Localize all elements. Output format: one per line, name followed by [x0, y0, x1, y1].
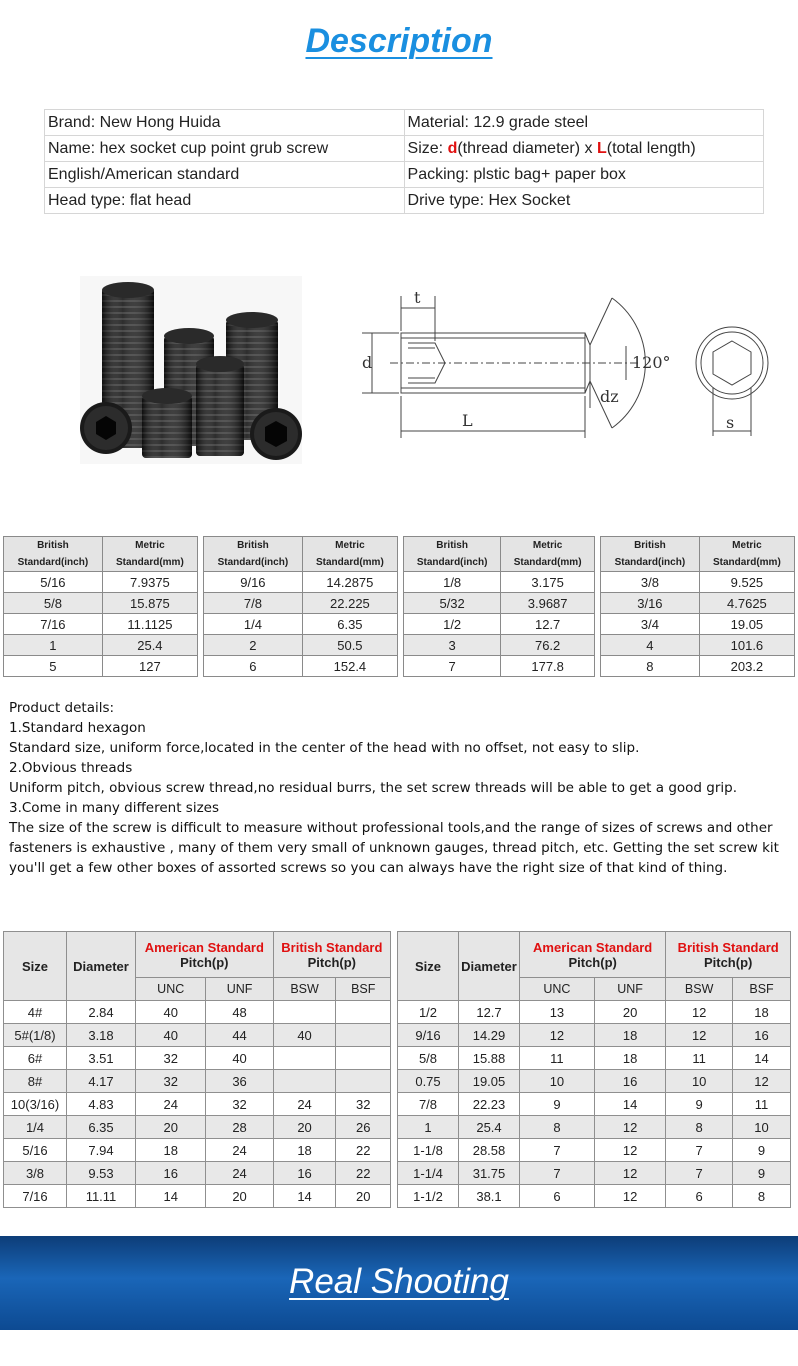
table-cell: 12 — [666, 1024, 733, 1047]
table-cell: 6# — [4, 1047, 67, 1070]
table-row: 4 101.6 — [601, 635, 795, 656]
table-cell: 11 — [733, 1093, 791, 1116]
table-cell: 5/8 — [398, 1047, 459, 1070]
header-metric: Metric Standard(mm) — [102, 537, 197, 572]
spec-packing: Packing: plstic bag+ paper box — [404, 162, 763, 188]
table-cell: 1/2 — [398, 1001, 459, 1024]
table-row — [398, 1047, 791, 1070]
table-cell: 11 — [520, 1047, 595, 1070]
table-cell: 20 — [136, 1116, 206, 1139]
table-cell: 40 — [136, 1024, 206, 1047]
table-cell: 32 — [206, 1093, 273, 1116]
table-cell: 1-1/8 — [398, 1139, 459, 1162]
spec-head-type: Head type: flat head — [45, 188, 405, 214]
table-row: 7 177.8 — [404, 656, 595, 677]
table-cell: 10(3/16) — [4, 1093, 67, 1116]
socket-end-right — [250, 408, 302, 460]
screw-side-view — [390, 333, 640, 393]
table-cell: 48 — [206, 1001, 273, 1024]
table-cell: 12 — [594, 1116, 665, 1139]
table-cell: 32 — [136, 1070, 206, 1093]
table-cell: 14 — [136, 1185, 206, 1208]
details-heading: Product details: — [9, 700, 115, 716]
label-dz: dz — [600, 387, 619, 406]
table-cell: 3.18 — [67, 1024, 136, 1047]
label-d: d — [362, 353, 373, 372]
table-cell: 40 — [136, 1001, 206, 1024]
label-L: L — [462, 411, 473, 430]
table-cell: 4.17 — [67, 1070, 136, 1093]
table-cell: 12 — [594, 1185, 665, 1208]
spec-material: Material: 12.9 grade steel — [404, 110, 763, 136]
table-row — [4, 1024, 391, 1047]
page-title: Description — [305, 22, 493, 60]
table-row: 1/4 6.35 — [204, 614, 398, 635]
table-cell: 7/16 — [4, 1185, 67, 1208]
table-cell: 1-1/4 — [398, 1162, 459, 1185]
table-row: 5/32 3.9687 — [404, 593, 595, 614]
table-row — [398, 1001, 791, 1024]
header-bsf: BSF — [336, 978, 391, 1001]
table-row: 5/16 7.9375 — [4, 572, 198, 593]
product-photo — [80, 276, 302, 464]
table-cell: 9/16 — [398, 1024, 459, 1047]
table-cell: 18 — [273, 1139, 336, 1162]
table-cell: 12 — [520, 1024, 595, 1047]
table-cell: 14 — [733, 1047, 791, 1070]
table-cell: 16 — [733, 1024, 791, 1047]
details-line: 1.Standard hexagon — [9, 720, 146, 736]
table-cell: 24 — [136, 1093, 206, 1116]
product-details — [9, 698, 794, 878]
header-metric: Metric Standard(mm) — [302, 537, 397, 572]
details-line: 2.Obvious threads — [9, 760, 133, 776]
table-cell: 16 — [273, 1162, 336, 1185]
table-cell: 7/8 — [398, 1093, 459, 1116]
table-cell: 1-1/2 — [398, 1185, 459, 1208]
table-cell: 7 — [520, 1139, 595, 1162]
table-row — [4, 1047, 391, 1070]
table-cell: 12 — [666, 1001, 733, 1024]
table-cell: 9 — [733, 1139, 791, 1162]
table-cell: 9 — [666, 1093, 733, 1116]
table-row — [398, 1139, 791, 1162]
table-row: 1 25.4 — [4, 635, 198, 656]
table-cell: 0.75 — [398, 1070, 459, 1093]
table-cell: 3/8 — [4, 1162, 67, 1185]
table-cell: 12 — [594, 1162, 665, 1185]
table-cell: 24 — [206, 1162, 273, 1185]
table-cell — [273, 1001, 336, 1024]
table-cell: 20 — [594, 1001, 665, 1024]
table-cell: 10 — [520, 1070, 595, 1093]
table-cell: 14 — [273, 1185, 336, 1208]
table-row — [398, 1024, 791, 1047]
details-line: 3.Come in many different sizes — [9, 800, 220, 816]
table-row: 6 152.4 — [204, 656, 398, 677]
table-row: 3 76.2 — [404, 635, 595, 656]
table-row: 8 203.2 — [601, 656, 795, 677]
table-cell: 24 — [273, 1093, 336, 1116]
header-unc: UNC — [520, 978, 595, 1001]
spec-size-label: Size: — [407, 139, 448, 157]
conversion-table-1 — [3, 536, 198, 677]
table-cell: 7.94 — [67, 1139, 136, 1162]
table-cell: 28.58 — [459, 1139, 520, 1162]
table-cell — [336, 1047, 391, 1070]
table-cell: 10 — [666, 1070, 733, 1093]
table-cell: 10 — [733, 1116, 791, 1139]
header-bsw: BSW — [666, 978, 733, 1001]
dimension-lines — [362, 296, 645, 438]
header-british: British Standard(inch) — [601, 537, 700, 572]
header-diameter: Diameter — [67, 932, 136, 1001]
table-row: 9/16 14.2875 — [204, 572, 398, 593]
table-cell: 20 — [336, 1185, 391, 1208]
screw-short — [142, 388, 192, 458]
table-cell: 4# — [4, 1001, 67, 1024]
table-cell: 16 — [594, 1070, 665, 1093]
banner-title: Real Shooting — [289, 1262, 509, 1301]
details-line: The size of the screw is difficult to measure without professional tools,and the range of sizes of screws and other fasteners is exhaustive , many of them very small of unknown gauges, thread pitch, etc. Getting the set screw kit you'll get a few other boxes of assorted screws so you can always have the right size of that kind of thing. — [9, 820, 779, 876]
table-row: 7/8 22.225 — [204, 593, 398, 614]
size-table-right — [397, 931, 791, 1208]
header-british: British Standard(inch) — [4, 537, 103, 572]
header-bsf: BSF — [733, 978, 791, 1001]
label-angle: 120° — [632, 353, 671, 372]
table-row: 5 127 — [4, 656, 198, 677]
table-cell: 1 — [398, 1116, 459, 1139]
table-row: 3/16 4.7625 — [601, 593, 795, 614]
table-cell: 3.51 — [67, 1047, 136, 1070]
table-cell: 4.83 — [67, 1093, 136, 1116]
table-row — [398, 1185, 791, 1208]
conversion-table-4 — [600, 536, 795, 677]
table-row — [4, 1185, 391, 1208]
table-cell: 8 — [733, 1185, 791, 1208]
header-bsw: BSW — [273, 978, 336, 1001]
spec-name: Name: hex socket cup point grub screw — [45, 136, 405, 162]
screw-front — [196, 356, 244, 456]
header-unf: UNF — [206, 978, 273, 1001]
header-diameter: Diameter — [459, 932, 520, 1001]
label-s: s — [726, 413, 735, 432]
header-metric: Metric Standard(mm) — [501, 537, 595, 572]
spec-size — [404, 136, 763, 162]
header-british: British Standard Pitch(p) — [666, 932, 791, 978]
spec-size-l: L — [596, 139, 607, 157]
table-cell: 12.7 — [459, 1001, 520, 1024]
table-cell: 16 — [136, 1162, 206, 1185]
conversion-table-2 — [203, 536, 398, 677]
table-cell: 22.23 — [459, 1093, 520, 1116]
table-cell: 40 — [206, 1047, 273, 1070]
spec-drive-type: Drive type: Hex Socket — [404, 188, 763, 214]
table-row: 1/8 3.175 — [404, 572, 595, 593]
header-unc: UNC — [136, 978, 206, 1001]
table-row — [4, 1139, 391, 1162]
table-cell: 7 — [520, 1162, 595, 1185]
table-cell: 1/4 — [4, 1116, 67, 1139]
table-cell: 9 — [520, 1093, 595, 1116]
header-british: British Standard Pitch(p) — [273, 932, 390, 978]
table-cell: 9 — [733, 1162, 791, 1185]
table-cell: 5#(1/8) — [4, 1024, 67, 1047]
size-table-left — [3, 931, 391, 1208]
table-cell: 5/16 — [4, 1139, 67, 1162]
table-row — [4, 1162, 391, 1185]
table-cell: 31.75 — [459, 1162, 520, 1185]
table-row: 3/4 19.05 — [601, 614, 795, 635]
table-cell — [336, 1024, 391, 1047]
header-unf: UNF — [594, 978, 665, 1001]
header-metric: Metric Standard(mm) — [699, 537, 794, 572]
table-cell: 18 — [136, 1139, 206, 1162]
table-cell: 40 — [273, 1024, 336, 1047]
table-row — [398, 1162, 791, 1185]
table-row — [4, 1070, 391, 1093]
spec-size-d: d — [447, 139, 458, 157]
table-cell — [273, 1047, 336, 1070]
spec-brand: Brand: New Hong Huida — [45, 110, 405, 136]
table-cell: 22 — [336, 1139, 391, 1162]
table-row: 2 50.5 — [204, 635, 398, 656]
table-cell: 38.1 — [459, 1185, 520, 1208]
table-cell: 18 — [733, 1001, 791, 1024]
header-american: American Standard Pitch(p) — [520, 932, 666, 978]
table-cell: 20 — [206, 1185, 273, 1208]
table-cell — [336, 1001, 391, 1024]
spec-standard: English/American standard — [45, 162, 405, 188]
spec-table — [44, 109, 764, 214]
table-cell: 24 — [206, 1139, 273, 1162]
table-cell: 9.53 — [67, 1162, 136, 1185]
table-cell: 11 — [666, 1047, 733, 1070]
table-cell: 8# — [4, 1070, 67, 1093]
table-cell: 12 — [594, 1139, 665, 1162]
table-row: 3/8 9.525 — [601, 572, 795, 593]
table-cell: 6.35 — [67, 1116, 136, 1139]
table-row: 1/2 12.7 — [404, 614, 595, 635]
socket-end-left — [80, 402, 132, 454]
technical-drawing — [350, 288, 780, 448]
table-row — [4, 1093, 391, 1116]
table-cell: 36 — [206, 1070, 273, 1093]
table-row: 5/8 15.875 — [4, 593, 198, 614]
spec-size-l-text: (total length) — [606, 139, 696, 157]
header-american: American Standard Pitch(p) — [136, 932, 274, 978]
header-size: Size — [4, 932, 67, 1001]
table-cell: 8 — [520, 1116, 595, 1139]
table-cell: 6 — [666, 1185, 733, 1208]
table-row — [4, 1001, 391, 1024]
table-cell: 32 — [336, 1093, 391, 1116]
table-cell: 2.84 — [67, 1001, 136, 1024]
table-cell: 14.29 — [459, 1024, 520, 1047]
table-cell: 18 — [594, 1024, 665, 1047]
header-british: British Standard(inch) — [404, 537, 501, 572]
table-cell: 26 — [336, 1116, 391, 1139]
table-row — [398, 1093, 791, 1116]
details-line: Standard size, uniform force,located in the center of the head with no offset, not easy to slip. — [9, 740, 640, 756]
table-cell: 14 — [594, 1093, 665, 1116]
table-cell: 7 — [666, 1162, 733, 1185]
table-cell: 11.11 — [67, 1185, 136, 1208]
table-cell: 22 — [336, 1162, 391, 1185]
table-cell: 20 — [273, 1116, 336, 1139]
table-cell: 13 — [520, 1001, 595, 1024]
table-cell — [273, 1070, 336, 1093]
table-cell: 15.88 — [459, 1047, 520, 1070]
table-cell: 18 — [594, 1047, 665, 1070]
table-cell: 44 — [206, 1024, 273, 1047]
conversion-table-3 — [403, 536, 595, 677]
table-cell — [336, 1070, 391, 1093]
table-cell: 8 — [666, 1116, 733, 1139]
label-t: t — [414, 288, 421, 307]
header-size: Size — [398, 932, 459, 1001]
table-cell: 7 — [666, 1139, 733, 1162]
table-cell: 12 — [733, 1070, 791, 1093]
table-row — [398, 1070, 791, 1093]
table-row — [4, 1116, 391, 1139]
table-cell: 25.4 — [459, 1116, 520, 1139]
details-line: Uniform pitch, obvious screw thread,no residual burrs, the set screw threads will be able to get a good grip. — [9, 780, 738, 796]
table-cell: 19.05 — [459, 1070, 520, 1093]
spec-size-d-text: (thread diameter) x — [457, 139, 597, 157]
table-cell: 32 — [136, 1047, 206, 1070]
header-british: British Standard(inch) — [204, 537, 303, 572]
table-cell: 6 — [520, 1185, 595, 1208]
table-cell: 28 — [206, 1116, 273, 1139]
table-row: 7/16 11.1125 — [4, 614, 198, 635]
table-row — [398, 1116, 791, 1139]
